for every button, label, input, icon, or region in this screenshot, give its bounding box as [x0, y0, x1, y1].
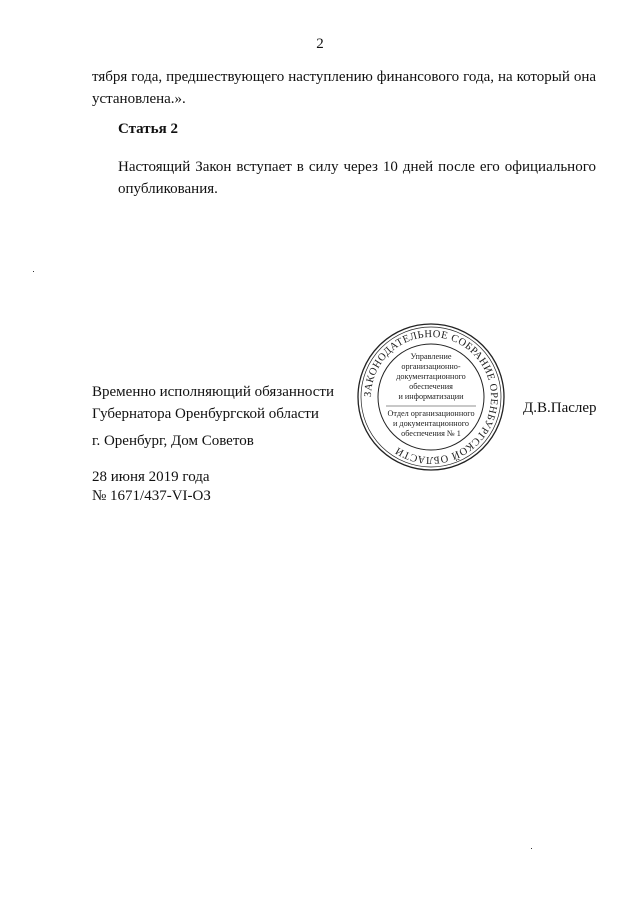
signatory-title-line: Губернатора Оренбургской области: [92, 406, 319, 422]
seal-ring-text-path: ЗАКОНОДАТЕЛЬНОЕ СОБРАНИЕ ОРЕНБУРГСКОЙ ОБЛАСТИ: [362, 328, 500, 466]
signing-place: г. Оренбург, Дом Советов: [92, 433, 254, 449]
paragraph-line: тября года, предшествующего наступлению финансового года, на который она: [92, 69, 596, 85]
article-2-text: [92, 156, 596, 200]
paragraph-continuation: [92, 66, 596, 110]
paragraph-line: опубликования.: [118, 181, 218, 197]
signatory-name: Д.В.Паслер: [523, 400, 597, 416]
seal-line: и информатизации: [398, 392, 464, 401]
seal-line: документационного: [396, 372, 466, 381]
page-number: 2: [316, 36, 324, 52]
scan-speck: [531, 848, 532, 849]
article-heading: Статья 2: [118, 121, 178, 137]
paragraph-line: установлена.».: [92, 91, 186, 107]
signatory-title-line: Временно исполняющий обязанности: [92, 384, 335, 400]
seal-line: обеспечения № 1: [401, 429, 461, 438]
seal-line: обеспечения: [409, 382, 453, 391]
seal-inner-text: [387, 352, 474, 438]
signatory-title: [92, 381, 334, 425]
seal-line: организационно-: [401, 362, 461, 371]
official-seal: [356, 322, 506, 472]
document-date-number: [92, 468, 211, 506]
scan-speck: [33, 271, 34, 272]
document-number: № 1671/437-VI-ОЗ: [92, 488, 211, 504]
seal-line: Отдел организационного: [387, 409, 475, 418]
seal-line: и документационного: [392, 419, 470, 428]
seal-line: Управление: [410, 352, 452, 361]
document-date: 28 июня 2019 года: [92, 469, 210, 485]
paragraph-line: Настоящий Закон вступает в силу через 10 дней после его официального: [118, 159, 596, 175]
